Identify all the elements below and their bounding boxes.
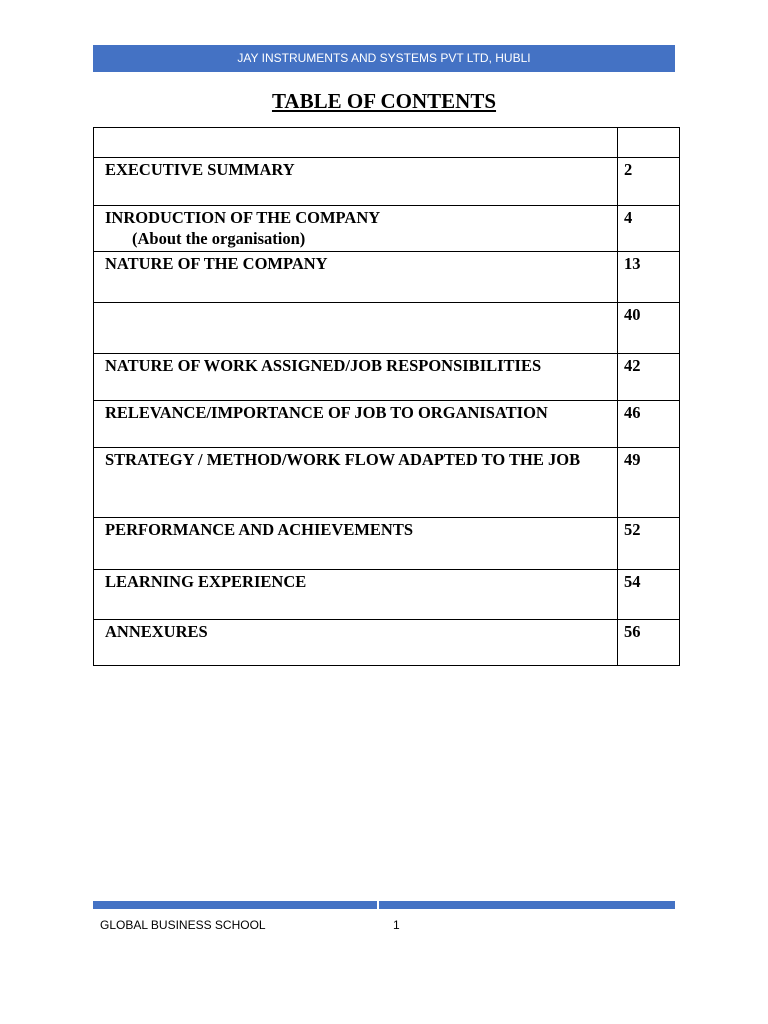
- footer-divider-right: [379, 901, 675, 909]
- toc-entry-title: NATURE OF THE COMPANY: [94, 252, 618, 303]
- toc-entry-page: 46: [618, 401, 680, 448]
- table-row: [94, 206, 680, 252]
- toc-entry-page: 13: [618, 252, 680, 303]
- toc-entry-page: 49: [618, 448, 680, 518]
- table-row: [94, 252, 680, 303]
- footer-divider-left: [93, 901, 377, 909]
- toc-entry-title: ANNEXURES: [94, 620, 618, 666]
- toc-entry-title: STRATEGY / METHOD/WORK FLOW ADAPTED TO THE JOB: [94, 448, 618, 518]
- toc-entry-title: [94, 303, 618, 354]
- toc-entry-page: [618, 128, 680, 158]
- toc-entry-page: 54: [618, 570, 680, 620]
- toc-entry-title: PERFORMANCE AND ACHIEVEMENTS: [94, 518, 618, 570]
- page-header: [93, 45, 675, 72]
- toc-entry-title: RELEVANCE/IMPORTANCE OF JOB TO ORGANISATION: [94, 401, 618, 448]
- toc-entry-page: 4: [618, 206, 680, 252]
- header-company-name: JAY INSTRUMENTS AND SYSTEMS PVT LTD, HUBLI: [237, 51, 531, 65]
- table-row: [94, 158, 680, 206]
- table-row: [94, 518, 680, 570]
- toc-entry-title: INRODUCTION OF THE COMPANY (About the organisation): [94, 206, 618, 252]
- toc-entry-title: LEARNING EXPERIENCE: [94, 570, 618, 620]
- toc-table: [93, 127, 680, 666]
- toc-entry-title: [94, 128, 618, 158]
- table-row: [94, 448, 680, 518]
- table-row: [94, 570, 680, 620]
- table-row: [94, 303, 680, 354]
- toc-entry-subtitle: (About the organisation): [132, 229, 306, 248]
- toc-entry-title: NATURE OF WORK ASSIGNED/JOB RESPONSIBILITIES: [94, 354, 618, 401]
- toc-entry-page: 40: [618, 303, 680, 354]
- toc-entry-page: 42: [618, 354, 680, 401]
- table-row: [94, 620, 680, 666]
- toc-entry-page: 56: [618, 620, 680, 666]
- table-row: [94, 128, 680, 158]
- table-row: [94, 354, 680, 401]
- table-row: [94, 401, 680, 448]
- toc-entry-page: 52: [618, 518, 680, 570]
- footer-school-name: GLOBAL BUSINESS SCHOOL: [100, 918, 266, 932]
- footer-page-number: 1: [393, 918, 400, 932]
- toc-entry-title: EXECUTIVE SUMMARY: [94, 158, 618, 206]
- toc-title: TABLE OF CONTENTS: [271, 89, 497, 113]
- toc-entry-page: 2: [618, 158, 680, 206]
